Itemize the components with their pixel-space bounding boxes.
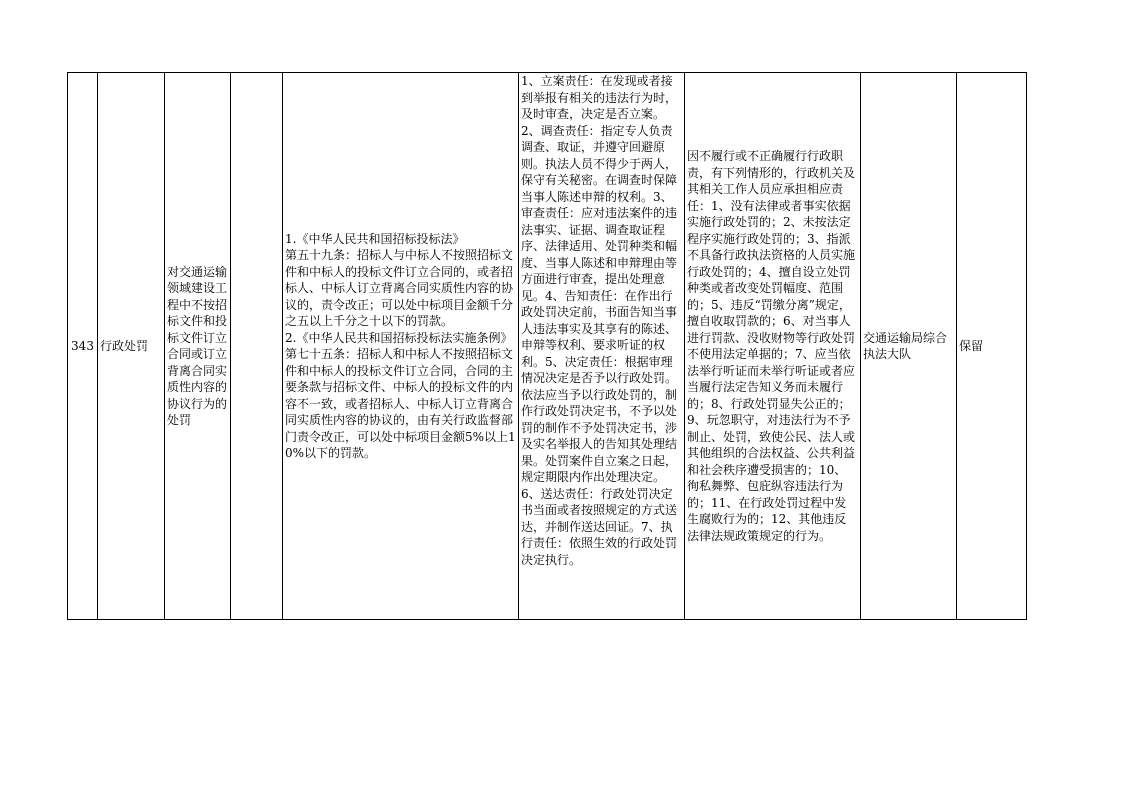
- accountability-clause: 因不履行或不正确履行行政职责，有下列情形的，行政机关及其相关工作人员应承担相应责任：1、没有法律或者事实依据实施行政处罚的；2、未按法定程序实施行政处罚的；3、指派不具备行政执法资格的人员实施行政处罚的；4、擅自设立处罚种类或者改变处罚幅度、范围的；5、违反“罚缴分离”规定，擅自收取罚款的；6、对当事人进行罚款、没收财物等行政处罚不使用法定单据的；7、应当依法举行听证而未举行听证或者应当履行法定告知义务而未履行的；8、行政处罚显失公正的；9、玩忽职守，对违法行为不予制止、处罚，致使公民、法人或其他组织的合法权益、公共利益和社会秩序遭受损害的；10、徇私舞弊、包庇纵容违法行为的；11、在行政处罚过程中发生腐败行为的；12、其他违反法律法规政策规定的行为。: [685, 73, 861, 620]
- table-row: [68, 73, 1027, 620]
- status-cell: 保留: [957, 73, 1027, 620]
- row-number: 343: [68, 73, 98, 620]
- legal-basis-article-1: 第五十九条：招标人与中标人不按照招标文件和中标人的投标文件订立合同的，或者招标人、中标人订立背离合同实质性内容的协议的，责令改正；可以处中标项目金额千分之五以上千分之十以下的罚款。: [285, 248, 514, 328]
- implementing-department: 交通运输局综合执法大队: [861, 73, 957, 620]
- legal-basis-article-2: 第七十五条：招标人和中标人不按照招标文件和中标人的投标文件订立合同，合同的主要条款与招标文件、中标人的投标文件的内容不一致，或者招标人、中标人订立背离合同实质性内容的协议的，由有关行政监督部门责令改正，可以处中标项目金额5%以上10%以下的罚款。: [285, 347, 516, 460]
- legal-basis: [283, 73, 519, 620]
- power-category: 行政处罚: [98, 73, 165, 620]
- responsibility-paragraph-1: 1、立案责任：在发现或者接到举报有相关的违法行为时，及时审查，决定是否立案。2、调查责任：指定专人负责调查、取证，并遵守回避原则。执法人员不得少于两人，保守有关秘密。在调查时保障当事人陈述申辩的权利。3、审查责任：应对违法案件的违法事实、证据、调查取证程序、法律适用、处罚种类和幅度、当事人陈述和申辩理由等方面进行审查，提出处理意见。4、告知责任：在作出行政处罚决定前，书面告知当事人违法事实及其享有的陈述、申辩等权利、要求听证的权利。5、决定责任：根据审理情况决定是否予以行政处罚。依法应当予以行政处罚的，制作行政处罚决定书，不予以处罚的制作不予处罚决定书，涉及实名举报人的告知其处理结果。处罚案件自立案之日起，规定期限内作出处理决定。: [521, 74, 678, 484]
- responsibility-paragraph-2: 6、送达责任：行政处罚决定书当面或者按照规定的方式送达，并制作送达回证。7、执行责任：依照生效的行政处罚决定执行。: [521, 486, 678, 567]
- power-item-name: 对交通运输领域建设工程中不按招标文件和投标文件订立合同或订立背离合同实质性内容的协议行为的处罚: [165, 73, 231, 620]
- sub-item-cell: [231, 73, 283, 620]
- responsibility-items: [519, 73, 685, 620]
- legal-basis-law-1: 1.《中华人民共和国招标投标法》: [285, 231, 465, 246]
- power-list-table: [67, 72, 1027, 620]
- legal-basis-law-2: 2.《中华人民共和国招标投标法实施条例》: [285, 330, 513, 345]
